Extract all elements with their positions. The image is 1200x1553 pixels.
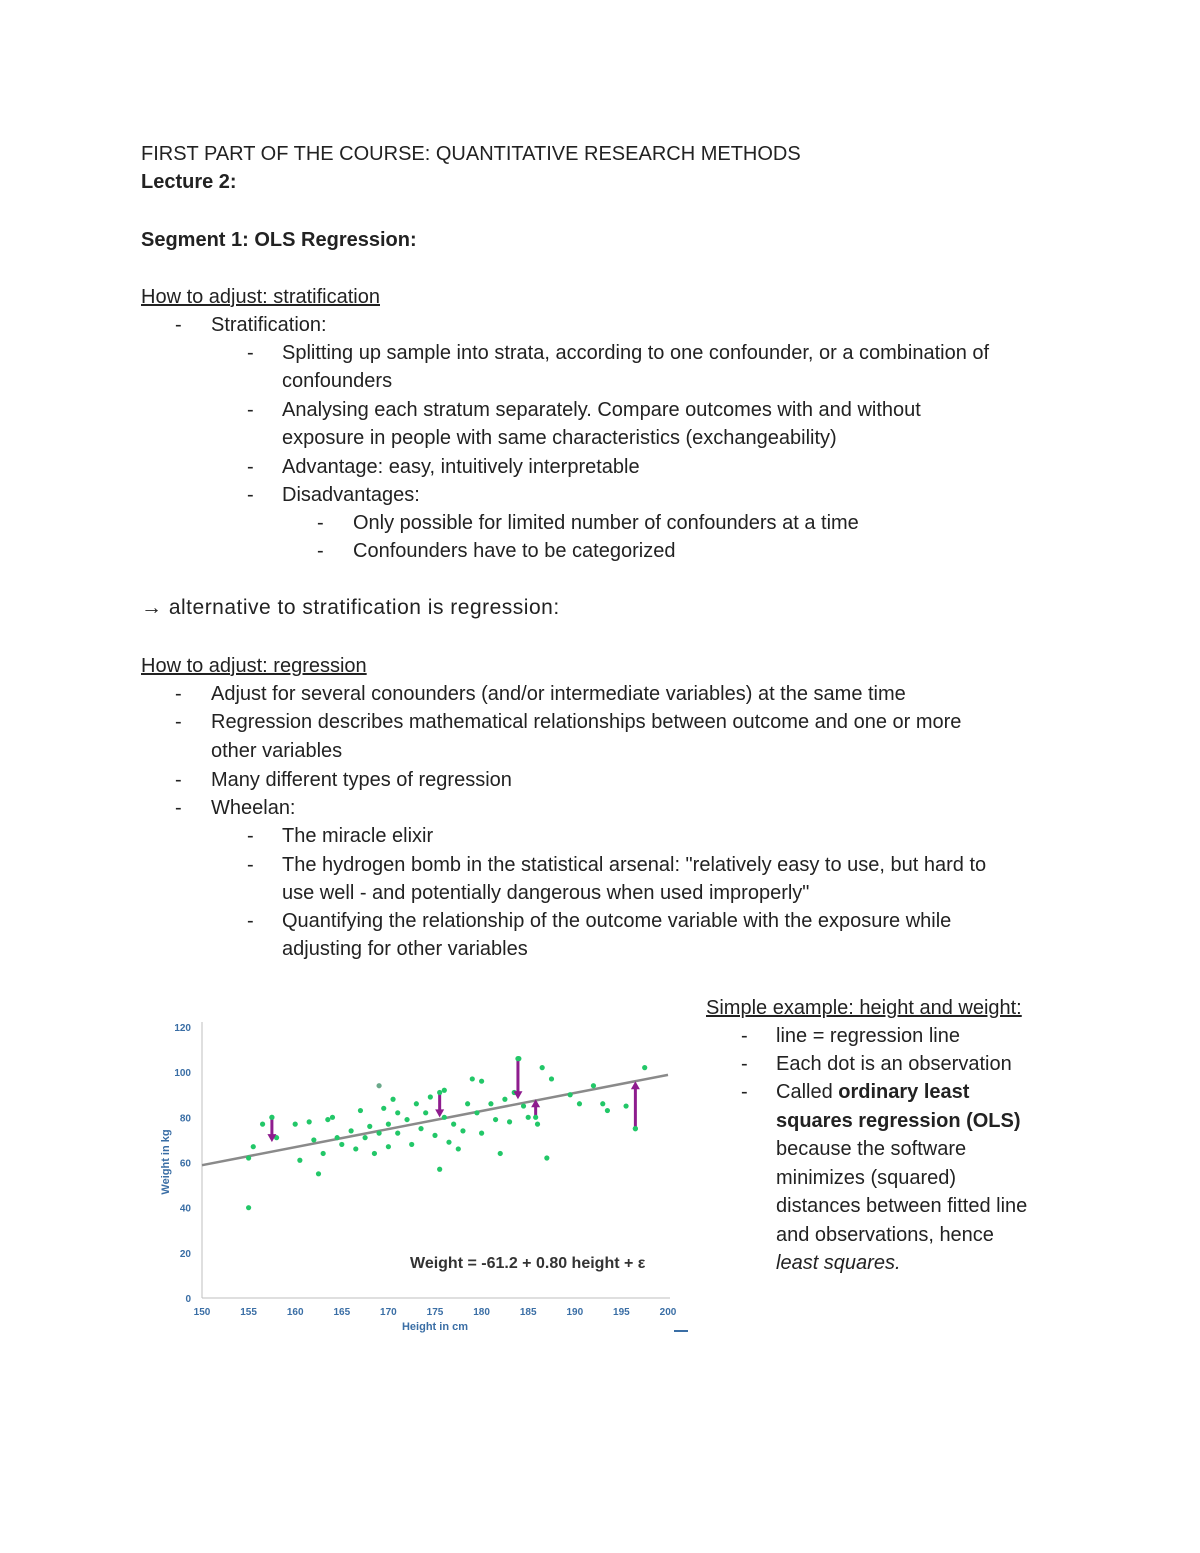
regression-equation: Weight = -61.2 + 0.80 height + ε xyxy=(410,1255,646,1272)
data-point xyxy=(414,1101,419,1106)
y-tick-label: 60 xyxy=(179,1158,191,1170)
data-point xyxy=(437,1090,442,1095)
data-point xyxy=(600,1101,605,1106)
data-point xyxy=(437,1167,442,1172)
list-item-continued: minimizes (squared) xyxy=(776,1167,957,1189)
data-point xyxy=(363,1135,368,1140)
bullet-dash: - xyxy=(175,797,182,819)
x-tick-label: 155 xyxy=(240,1307,257,1318)
x-tick-label: 165 xyxy=(333,1307,351,1318)
scatter-chart xyxy=(150,1010,690,1340)
data-point xyxy=(474,1110,479,1115)
course-title: FIRST PART OF THE COURSE: QUANTITATIVE RESEARCH METHODS xyxy=(141,143,801,165)
list-item: The hydrogen bomb in the statistical arsenal: "relatively easy to use, but hard to xyxy=(282,854,987,876)
data-point xyxy=(605,1108,610,1113)
bullet-dash: - xyxy=(247,484,254,506)
residual-arrow xyxy=(513,1056,522,1099)
x-axis-label: Height in cm xyxy=(401,1321,469,1333)
x-tick-label: 200 xyxy=(659,1307,677,1318)
data-point xyxy=(395,1131,400,1136)
data-point xyxy=(246,1155,251,1160)
list-item xyxy=(776,1078,969,1107)
data-point xyxy=(330,1115,335,1120)
list-item: The miracle elixir xyxy=(282,825,434,847)
list-item-continued: exposure in people with same characteristics (exchangeability) xyxy=(282,427,837,449)
bullet-dash: - xyxy=(741,1081,748,1103)
bullet-dash: - xyxy=(741,1053,748,1075)
list-item-continued: distances between fitted line xyxy=(776,1195,1028,1217)
data-point xyxy=(442,1115,447,1120)
data-point xyxy=(339,1142,344,1147)
data-point xyxy=(493,1117,498,1122)
bullet-dash: - xyxy=(247,399,254,421)
x-tick-label: 180 xyxy=(473,1307,490,1318)
list-item-continued: and observations, hence xyxy=(776,1224,994,1246)
data-point xyxy=(381,1106,386,1111)
data-point xyxy=(372,1151,377,1156)
transition-text: → alternative to stratification is regression: xyxy=(141,596,560,619)
data-point xyxy=(428,1094,433,1099)
data-point xyxy=(535,1122,540,1127)
y-tick-label: 0 xyxy=(185,1294,191,1305)
bullet-dash: - xyxy=(247,342,254,364)
y-tick-label: 20 xyxy=(179,1248,191,1260)
data-point xyxy=(349,1128,354,1133)
bullet-dash: - xyxy=(247,854,254,876)
data-point xyxy=(311,1137,316,1142)
data-point xyxy=(321,1151,326,1156)
y-axis-label: Weight in kg xyxy=(160,1129,172,1195)
residual-arrow xyxy=(435,1090,444,1117)
list-item: Adjust for several conounders (and/or intermediate variables) at the same time xyxy=(211,683,906,705)
list-item: Wheelan: xyxy=(211,797,296,819)
x-tick-label: 185 xyxy=(519,1307,537,1318)
data-point xyxy=(460,1128,465,1133)
data-point xyxy=(633,1126,638,1131)
data-point xyxy=(507,1119,512,1124)
list-item: Many different types of regression xyxy=(211,769,512,791)
data-point xyxy=(376,1083,381,1088)
data-point xyxy=(533,1115,538,1120)
bullet-dash: - xyxy=(175,769,182,791)
list-item: Each dot is an observation xyxy=(776,1053,1012,1075)
data-point xyxy=(386,1144,391,1149)
data-point xyxy=(404,1117,409,1122)
data-point xyxy=(246,1205,251,1210)
data-point xyxy=(446,1140,451,1145)
data-point xyxy=(395,1110,400,1115)
data-point xyxy=(456,1146,461,1151)
data-point xyxy=(418,1126,423,1131)
data-point xyxy=(549,1076,554,1081)
data-point xyxy=(358,1108,363,1113)
x-tick-label: 175 xyxy=(426,1307,444,1318)
list-item-continued: use well - and potentially dangerous when used improperly" xyxy=(282,882,810,904)
x-tick-label: 150 xyxy=(193,1307,211,1318)
data-point xyxy=(390,1097,395,1102)
data-point xyxy=(526,1115,531,1120)
data-point xyxy=(451,1122,456,1127)
bullet-dash: - xyxy=(247,910,254,932)
data-point xyxy=(260,1122,265,1127)
data-point xyxy=(577,1101,582,1106)
bullet-dash: - xyxy=(175,314,182,336)
data-point xyxy=(316,1171,321,1176)
data-point xyxy=(353,1146,358,1151)
residual-arrow xyxy=(631,1081,640,1131)
data-point xyxy=(502,1097,507,1102)
bullet-dash: - xyxy=(317,540,324,562)
bullet-dash: - xyxy=(175,711,182,733)
chart-points xyxy=(246,1056,647,1210)
x-tick-label: 190 xyxy=(566,1307,584,1318)
data-point xyxy=(423,1110,428,1115)
data-point xyxy=(540,1065,545,1070)
y-tick-label: 120 xyxy=(174,1023,191,1034)
example-heading: Simple example: height and weight: xyxy=(706,997,1022,1019)
bullet-dash: - xyxy=(247,825,254,847)
data-point xyxy=(442,1088,447,1093)
data-point xyxy=(307,1119,312,1124)
bullet-dash: - xyxy=(741,1025,748,1047)
list-item: Disadvantages: xyxy=(282,484,420,506)
segment-heading: Segment 1: OLS Regression: xyxy=(141,229,417,251)
residual-arrow-head xyxy=(513,1091,522,1099)
data-point xyxy=(297,1158,302,1163)
data-point xyxy=(521,1103,526,1108)
data-point xyxy=(470,1076,475,1081)
data-point xyxy=(409,1142,414,1147)
data-point xyxy=(591,1083,596,1088)
lecture-label: Lecture 2: xyxy=(141,171,237,193)
data-point xyxy=(325,1117,330,1122)
stratification-heading: How to adjust: stratification xyxy=(141,286,380,308)
data-point xyxy=(465,1101,470,1106)
data-point xyxy=(367,1124,372,1129)
list-item: Analysing each stratum separately. Compare outcomes with and without xyxy=(282,399,921,421)
residual-arrows xyxy=(267,1056,639,1142)
data-point xyxy=(251,1144,256,1149)
data-point xyxy=(269,1115,274,1120)
list-item: Advantage: easy, intuitively interpretable xyxy=(282,456,640,478)
least-squares-term: least squares. xyxy=(776,1252,901,1274)
bullet-dash: - xyxy=(247,456,254,478)
x-tick-label: 195 xyxy=(613,1307,630,1318)
list-item-continued: other variables xyxy=(211,740,343,762)
list-item: Quantifying the relationship of the outcome variable with the exposure while xyxy=(282,910,952,932)
list-item: Splitting up sample into strata, according to one confounder, or a combination of xyxy=(282,342,990,364)
y-tick-label: 80 xyxy=(179,1113,191,1125)
data-point xyxy=(568,1092,573,1097)
list-item: Regression describes mathematical relationships between outcome and one or more xyxy=(211,711,962,733)
list-item: line = regression line xyxy=(776,1025,960,1047)
data-point xyxy=(488,1101,493,1106)
data-point xyxy=(544,1155,549,1160)
ols-term-part1: ordinary least xyxy=(838,1081,970,1103)
data-point xyxy=(642,1065,647,1070)
list-item-continued: confounders xyxy=(282,370,393,392)
list-item-continued: because the software xyxy=(776,1138,967,1160)
stratification-item: Stratification: xyxy=(211,314,327,336)
data-point xyxy=(432,1133,437,1138)
chart-ticks xyxy=(174,1023,676,1318)
bullet-dash: - xyxy=(317,512,324,534)
list-item: Confounders have to be categorized xyxy=(353,540,676,562)
data-point xyxy=(498,1151,503,1156)
data-point xyxy=(335,1135,340,1140)
y-tick-label: 100 xyxy=(174,1068,191,1080)
list-item: Only possible for limited number of confounders at a time xyxy=(353,512,859,534)
data-point xyxy=(386,1122,391,1127)
ols-intro-text: Called xyxy=(776,1081,833,1103)
list-item-continued: adjusting for other variables xyxy=(282,938,528,960)
x-tick-label: 170 xyxy=(380,1307,397,1318)
regression-heading: How to adjust: regression xyxy=(141,655,367,677)
data-point xyxy=(376,1131,381,1136)
bullet-dash: - xyxy=(175,683,182,705)
ols-term-part2: squares regression (OLS) xyxy=(776,1110,1021,1132)
chart-axes xyxy=(202,1022,688,1331)
data-point xyxy=(515,1056,520,1061)
data-point xyxy=(623,1103,628,1108)
data-point xyxy=(479,1079,484,1084)
data-point xyxy=(479,1131,484,1136)
x-tick-label: 160 xyxy=(286,1307,304,1318)
y-tick-label: 40 xyxy=(179,1203,191,1215)
data-point xyxy=(293,1122,298,1127)
